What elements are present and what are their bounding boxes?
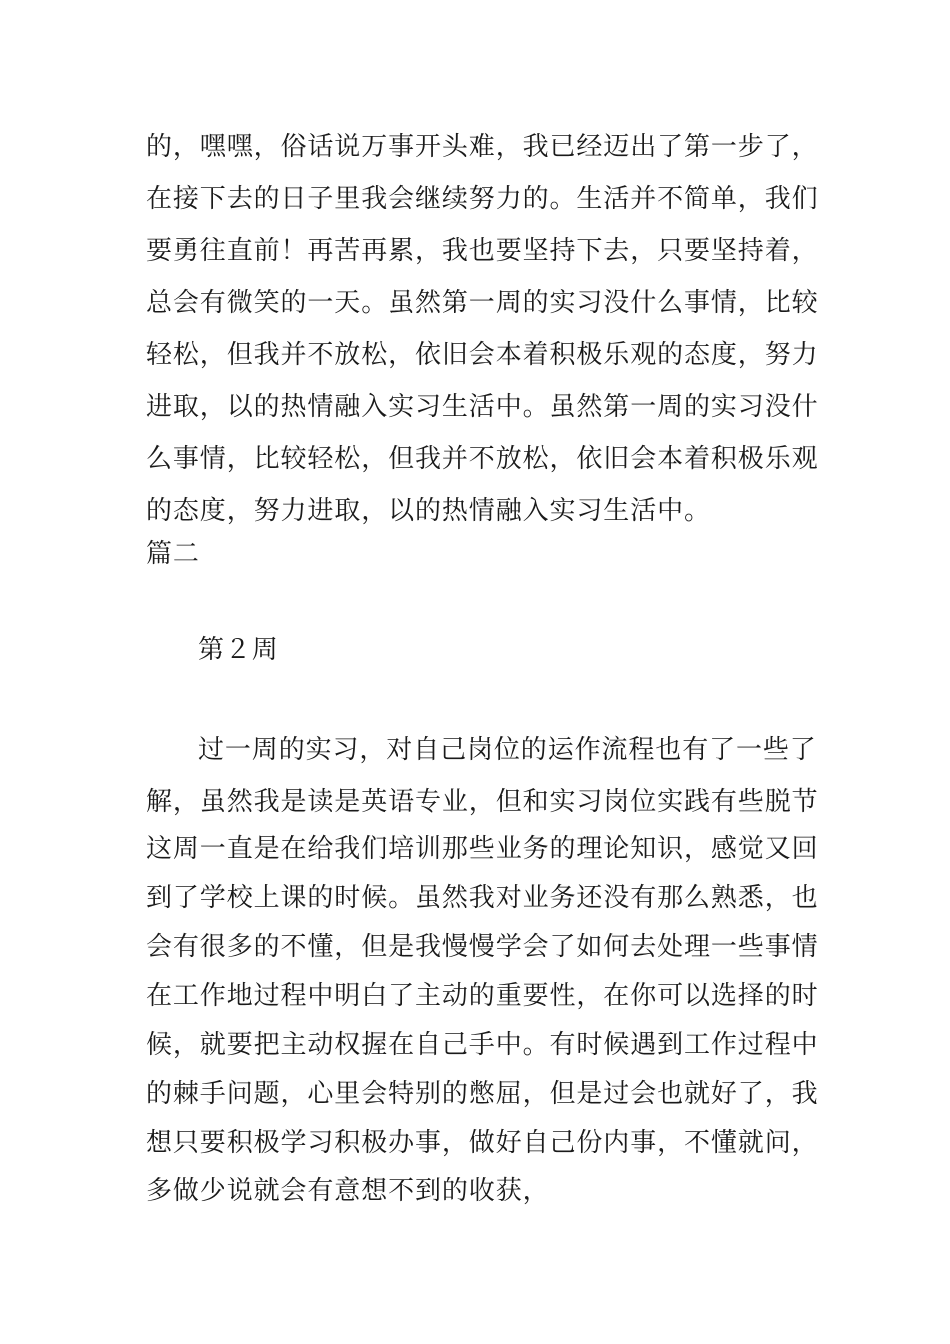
paragraph-line: 想只要积极学习积极办事，做好自己份内事，不懂就问， [146,1128,819,1158]
paragraph-line: 到了学校上课的时候。虽然我对业务还没有那么熟悉，也 [146,883,819,913]
paragraph-line: 在工作地过程中明白了主动的重要性，在你可以选择的时 [146,981,819,1011]
paragraph-line: 候，就要把主动权握在自己手中。有时候遇到工作过程中 [146,1030,819,1060]
section-heading: 篇二 [146,539,200,569]
week-title: 第２周 [198,635,279,665]
paragraph-line: 的，嘿嘿，俗话说万事开头难，我已经迈出了第一步了， [146,132,819,162]
paragraph-line: 么事情，比较轻松，但我并不放松，依旧会本着积极乐观 [146,444,819,474]
paragraph-line: 总会有微笑的一天。虽然第一周的实习没什么事情，比较 [146,288,819,318]
paragraph-line: 要勇往直前！再苦再累，我也要坚持下去，只要坚持着， [146,236,819,266]
paragraph-line: 会有很多的不懂，但是我慢慢学会了如何去处理一些事情 [146,932,819,962]
paragraph-line: 在接下去的日子里我会继续努力的。生活并不简单，我们 [146,184,819,214]
paragraph-line: 进取，以的热情融入实习生活中。虽然第一周的实习没什 [146,392,819,422]
paragraph-line: 的态度，努力进取，以的热情融入实习生活中。 [146,496,711,526]
paragraph-line: 解，虽然我是读是英语专业，但和实习岗位实践有些脱节 [146,787,819,817]
paragraph-line: 这周一直是在给我们培训那些业务的理论知识，感觉又回 [146,834,819,864]
paragraph-line: 的棘手问题，心里会特别的憋屈，但是过会也就好了，我 [146,1079,819,1109]
paragraph-line: 轻松，但我并不放松，依旧会本着积极乐观的态度，努力 [146,340,819,370]
paragraph-line: 过一周的实习，对自己岗位的运作流程也有了一些了 [198,735,817,765]
paragraph-line: 多做少说就会有意想不到的收获， [146,1176,550,1206]
